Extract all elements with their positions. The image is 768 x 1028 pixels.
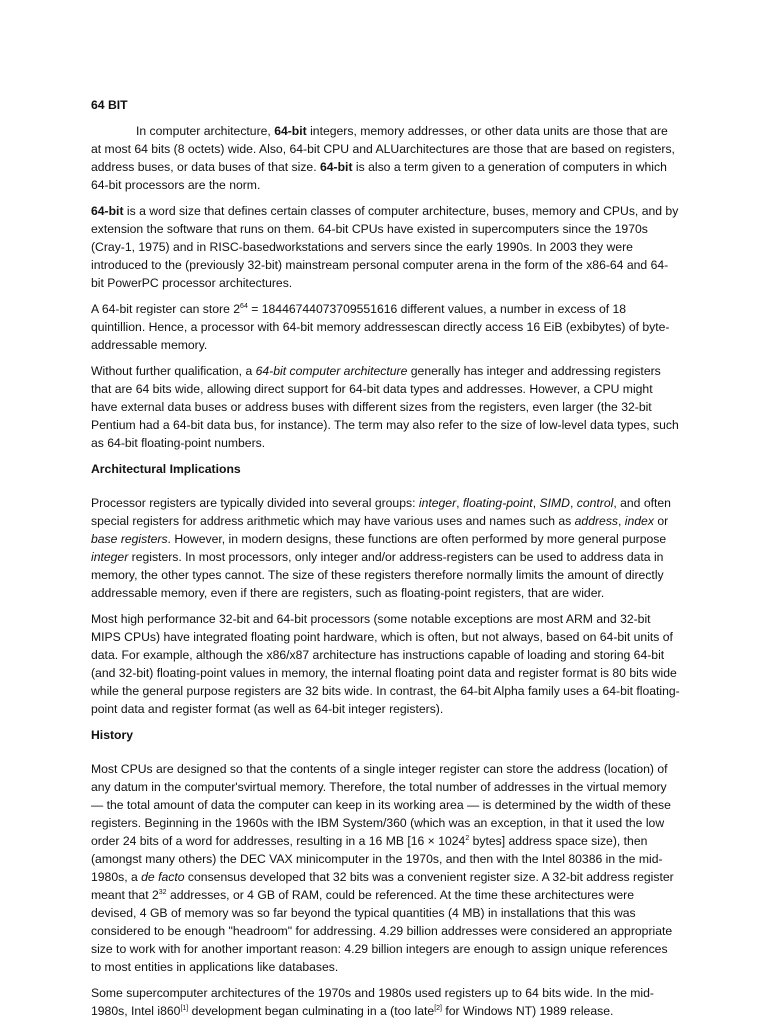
italic-term: de facto bbox=[141, 870, 185, 884]
document-body bbox=[91, 96, 681, 1028]
text-run: addresses, or 4 GB of RAM, could be referenced. At the time these architectures were devised, 4 GB of memory was so far beyond the typical quantities (4 MB) in installations that this was considered to be enough "headroom" for addressing. 4.29 billion addresses were considered an appropriate size to work with for another important reason: 4.29 billion integers are enough to assign unique references to most entities in applications like databases. bbox=[91, 888, 673, 974]
italic-term: integer bbox=[91, 550, 129, 564]
text-run: , bbox=[532, 496, 540, 510]
italic-term: integer bbox=[418, 496, 457, 510]
paragraph-register-values bbox=[91, 300, 681, 354]
bold-term: 64-bit bbox=[274, 124, 307, 138]
bold-term: 64-bit bbox=[320, 160, 353, 174]
document-title: 64 BIT bbox=[91, 98, 128, 112]
text-run: In computer architecture, bbox=[136, 124, 275, 138]
paragraph-registers bbox=[91, 494, 681, 602]
text-run: development began culminating in a (too late bbox=[188, 1004, 435, 1018]
footnote-ref[interactable]: [1] bbox=[180, 1005, 189, 1012]
text-run: A 64-bit register can store 2 bbox=[91, 302, 241, 316]
italic-term: floating-point bbox=[462, 496, 533, 510]
section-heading-architecture: Architectural Implications bbox=[91, 462, 241, 476]
italic-term: base registers bbox=[91, 532, 168, 546]
italic-term: index bbox=[624, 514, 654, 528]
text-run: consensus developed that 32 bits was a convenient register size. A 32-bit address register meant that 2 bbox=[91, 870, 674, 902]
text-run: or bbox=[653, 514, 669, 528]
text-run: bytes] address space size), then (amongst many others) the DEC VAX minicomputer in the 1970s, and then with the Intel 80386 in the mid-1980s, a bbox=[91, 834, 663, 884]
superscript: 64 bbox=[240, 303, 248, 310]
text-run: for Windows NT) 1989 release. bbox=[442, 1004, 614, 1018]
text-run: Some supercomputer architectures of the 1970s and 1980s used registers up to 64 bits wide. In the mid-1980s, Intel i860 bbox=[91, 986, 654, 1018]
text-run: Processor registers are typically divided into several groups: bbox=[91, 496, 419, 510]
italic-term: address bbox=[574, 514, 619, 528]
italic-term: control bbox=[576, 496, 614, 510]
text-run: , bbox=[569, 496, 577, 510]
italic-term: 64-bit computer architecture bbox=[255, 364, 408, 378]
text-run: Without further qualification, a bbox=[91, 364, 256, 378]
paragraph-supercomputers bbox=[91, 984, 681, 1020]
text-run: = 18446744073709551616 different values, a number in excess of 18 quintillion. Hence, a processor with 64-bit memory addressescan directly access 16 EiB (exbibytes) of byte-addressable memory. bbox=[91, 302, 670, 352]
paragraph-floating-point: Most high performance 32-bit and 64-bit processors (some notable exceptions are most ARM and 32-bit MIPS CPUs) have integrated floating point hardware, which is often, but not always, based on 64-bit units of data. For example, although the x86/x87 architecture has instructions capable of loading and storing 64-bit (and 32-bit) floating-point values in memory, the internal floating point data and register format is 80 bits wide while the general purpose registers are 32 bits wide. In contrast, the 64-bit Alpha family uses a 64-bit floating-point data and register format (as well as 64-bit integer registers). bbox=[91, 612, 680, 716]
paragraph-history bbox=[91, 760, 681, 976]
bold-term: 64-bit bbox=[91, 204, 124, 218]
paragraph-qualification bbox=[91, 362, 681, 452]
italic-term: SIMD bbox=[539, 496, 570, 510]
text-run: , bbox=[618, 514, 625, 528]
section-heading-history: History bbox=[91, 728, 133, 742]
paragraph-intro bbox=[91, 122, 681, 194]
footnote-ref[interactable]: [2] bbox=[434, 1005, 442, 1012]
text-run: registers. In most processors, only integer and/or address-registers can be used to address data in memory, the other types cannot. The size of these registers therefore normally limits the amount of directly addressable memory, even if there are registers, such as floating-point registers, that are wider. bbox=[91, 550, 664, 600]
text-run: is also a term given to a generation of computers in which 64-bit processors are the norm. bbox=[91, 160, 667, 192]
text-run: . However, in modern designs, these functions are often performed by more general purpose bbox=[167, 532, 667, 546]
superscript: 2 bbox=[465, 835, 470, 842]
superscript: 32 bbox=[158, 889, 167, 896]
text-run: generally has integer and addressing registers that are 64 bits wide, allowing direct support for 64-bit data types and addresses. However, a CPU might have external data buses or address buses with different sizes from the registers, even larger (the 32-bit Pentium had a 64-bit data bus, for instance). The term may also refer to the size of low-level data types, such as 64-bit floating-point numbers. bbox=[91, 364, 679, 450]
text-run: is a word size that defines certain classes of computer architecture, buses, memory and CPUs, and by extension the software that runs on them. 64-bit CPUs have existed in supercomputers since the 1970s (Cray-1, 1975) and in RISC-basedworkstations and servers since the early 1990s. In 2003 they were introduced to the (previously 32-bit) mainstream personal computer arena in the form of the x86-64 and 64-bit PowerPC processor architectures. bbox=[91, 204, 679, 290]
paragraph-word-size bbox=[91, 202, 681, 292]
text-run: , bbox=[456, 496, 463, 510]
text-run: , and often special registers for address arithmetic which may have various uses and names such as bbox=[91, 496, 671, 528]
text-run: integers, memory addresses, or other data units are those that are at most 64 bits (8 octets) wide. Also, 64-bit CPU and ALUarchitectures are those that are based on registers, address buses, or data buses of that size. bbox=[91, 124, 675, 174]
text-run: Most CPUs are designed so that the contents of a single integer register can store the address (location) of any datum in the computer'svirtual memory. Therefore, the total number of addresses in the virtual memory — the total amount of data the computer can keep in its working area — is determined by the width of these registers. Beginning in the 1960s with the IBM System/360 (which was an exception, in that it used the low order 24 bits of a word for addresses, resulting in a 16 MB [16 × 1024 bbox=[91, 762, 671, 848]
